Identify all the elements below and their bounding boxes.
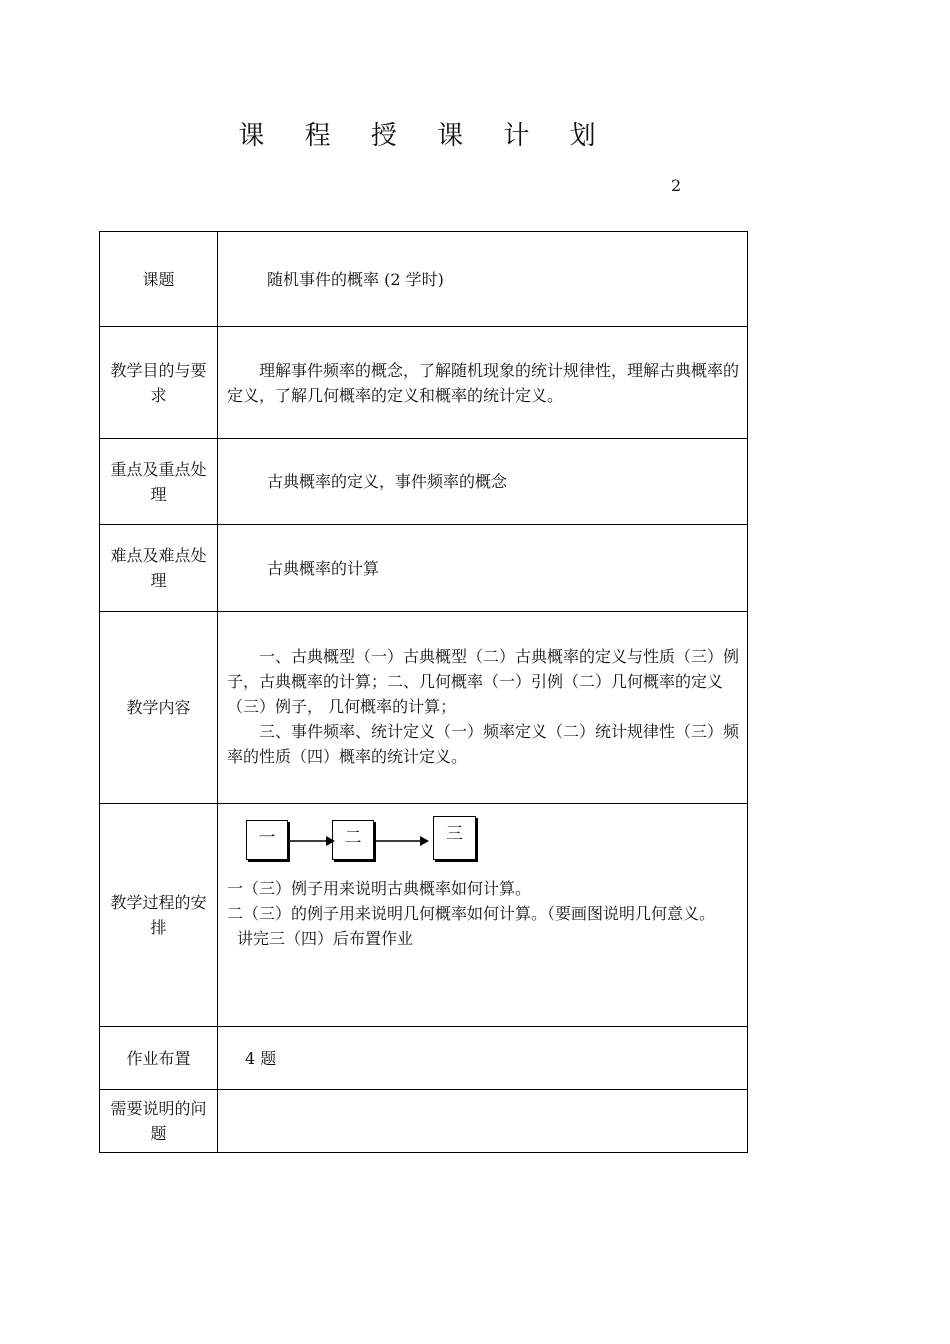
content-para-2: 三、事件频率、统计定义（一）频率定义（二）统计规律性（三）频率的性质（四）概率的统计定义。 bbox=[227, 722, 740, 766]
flow-arrow-1 bbox=[290, 834, 335, 848]
table-row-notes bbox=[100, 1090, 748, 1153]
objectives-value: 理解事件频率的概念，了解随机现象的统计规律性，理解古典概率的定义，了解几何概率的定义和概率的统计定义。 bbox=[227, 360, 740, 405]
page-title: 课 程 授 课 计 划 bbox=[238, 121, 612, 151]
table-row-objectives bbox=[100, 327, 748, 439]
flow-box-3: 三 bbox=[433, 816, 476, 860]
process-line-2: 二（三）的例子用来说明几何概率如何计算。（要画图说明几何意义。 bbox=[227, 904, 716, 923]
key-points-value: 古典概率的定义，事件频率的概念 bbox=[267, 472, 508, 491]
table-row-content bbox=[100, 612, 748, 804]
difficulties-value: 古典概率的计算 bbox=[267, 558, 380, 578]
flow-box-2: 二 bbox=[332, 820, 374, 860]
table-row-topic bbox=[100, 232, 748, 327]
content-label: 教学内容 bbox=[100, 612, 218, 804]
topic-label: 课题 bbox=[100, 232, 218, 327]
homework-cell bbox=[218, 1027, 748, 1090]
homework-value: 4 题 bbox=[245, 1048, 277, 1068]
flow-arrow-2 bbox=[376, 834, 429, 848]
table-row-key-points bbox=[100, 439, 748, 525]
process-line-1: 一（三）例子用来说明古典概率如何计算。 bbox=[227, 879, 532, 898]
table-row-process bbox=[100, 804, 748, 1027]
difficulties-label: 难点及难点处理 bbox=[100, 525, 218, 612]
objectives-cell bbox=[218, 327, 748, 439]
flow-diagram bbox=[227, 816, 527, 876]
course-plan-table bbox=[99, 231, 748, 1153]
topic-value: 随机事件的概率 (2 学时) bbox=[267, 269, 444, 289]
key-points-cell bbox=[218, 439, 748, 525]
content-para-1: 一、古典概型（一）古典概型（二）古典概率的定义与性质（三）例子，古典概率的计算；二、几何概率（一）引例（二）几何概率的定义（三）例子， 几何概率的计算； bbox=[227, 647, 740, 716]
table-row-difficulties bbox=[100, 525, 748, 612]
table-row-homework bbox=[100, 1027, 748, 1090]
notes-value bbox=[218, 1090, 748, 1153]
process-line-3: 讲完三（四）后布置作业 bbox=[237, 929, 414, 948]
content-cell bbox=[218, 612, 748, 804]
objectives-label: 教学目的与要求 bbox=[100, 327, 218, 439]
topic-cell bbox=[218, 232, 748, 327]
homework-label: 作业布置 bbox=[100, 1027, 218, 1090]
difficulties-cell bbox=[218, 525, 748, 612]
key-points-label: 重点及重点处理 bbox=[100, 439, 218, 525]
notes-label: 需要说明的问题 bbox=[100, 1090, 218, 1153]
process-cell bbox=[218, 804, 748, 1027]
process-label: 教学过程的安排 bbox=[100, 804, 218, 1027]
flow-box-1: 一 bbox=[246, 820, 288, 860]
page-number: 2 bbox=[671, 176, 682, 195]
